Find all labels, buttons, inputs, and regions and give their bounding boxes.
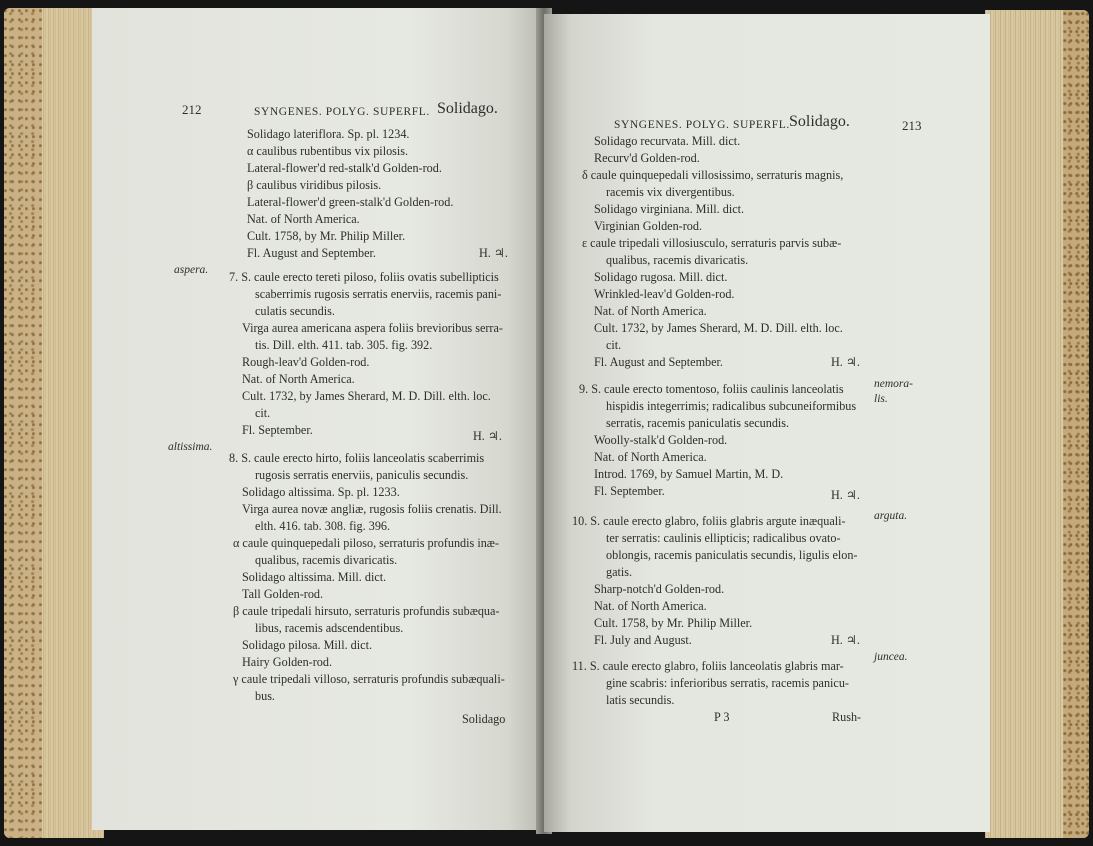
running-header-genus: Solidago. bbox=[437, 100, 498, 117]
page-number: 213 bbox=[902, 118, 922, 133]
text-line: Wrinkled-leav'd Golden-rod. bbox=[594, 287, 735, 301]
text-line: bus. bbox=[255, 689, 275, 703]
text-line: 9. S. caule erecto tomentoso, foliis caulinis lanceolatis bbox=[579, 382, 844, 396]
left-page bbox=[92, 8, 544, 830]
text-line: γ caule tripedali villoso, serraturis profundis subæquali- bbox=[233, 672, 505, 686]
text-line: Solidago altissima. Mill. dict. bbox=[242, 570, 387, 584]
catchword: Solidago bbox=[462, 712, 506, 726]
page-number: 212 bbox=[182, 102, 202, 117]
margin-note: aspera. bbox=[174, 264, 209, 276]
catchword: Rush- bbox=[832, 710, 862, 724]
running-header: SYNGENES. POLYG. SUPERFL. bbox=[614, 119, 790, 131]
text-line: serratis, racemis paniculatis secundis. bbox=[606, 416, 790, 430]
text-line: ter serratis: caulinis ellipticis; radicalibus ovato- bbox=[606, 531, 841, 545]
margin-note: juncea. bbox=[874, 651, 908, 663]
text-line: Solidago recurvata. Mill. dict. bbox=[594, 134, 741, 148]
text-line: oblongis, racemis paniculatis secundis, ligulis elon- bbox=[606, 548, 858, 562]
text-line: Woolly-stalk'd Golden-rod. bbox=[594, 433, 728, 447]
text-line: H. ♃. bbox=[479, 246, 508, 260]
text-line: racemis vix divergentibus. bbox=[606, 185, 735, 199]
text-line: elth. 416. tab. 308. fig. 396. bbox=[255, 519, 391, 533]
text-line: Lateral-flower'd green-stalk'd Golden-rod. bbox=[247, 195, 454, 209]
text-line: Recurv'd Golden-rod. bbox=[594, 151, 700, 165]
text-line: H. ♃. bbox=[831, 488, 860, 502]
text-line: rugosis serratis enerviis, paniculis secundis. bbox=[255, 468, 469, 482]
text-line: 10. S. caule erecto glabro, foliis glabris argute inæquali- bbox=[572, 514, 846, 528]
text-line: ε caule tripedali villosiusculo, serraturis parvis subæ- bbox=[582, 236, 842, 250]
running-header-genus: Solidago. bbox=[789, 113, 850, 130]
text-line: hispidis integerrimis; radicalibus subcuneiformibus bbox=[606, 399, 857, 413]
margin-note: altissima. bbox=[168, 441, 213, 453]
text-line: tis. Dill. elth. 411. tab. 305. fig. 392. bbox=[255, 338, 433, 352]
text-line: Nat. of North America. bbox=[594, 450, 707, 464]
text-line: H. ♃. bbox=[473, 429, 502, 443]
text-line: qualibus, racemis divaricatis. bbox=[606, 253, 749, 267]
text-line: Hairy Golden-rod. bbox=[242, 655, 333, 669]
text-line: 7. S. caule erecto tereti piloso, foliis ovatis subellipticis bbox=[229, 270, 499, 284]
margin-note: lis. bbox=[874, 393, 888, 405]
text-line: Solidago lateriflora. Sp. pl. 1234. bbox=[247, 127, 410, 141]
text-line: cit. bbox=[255, 406, 271, 420]
text-line: Fl. August and September. bbox=[247, 246, 376, 260]
text-line: Sharp-notch'd Golden-rod. bbox=[594, 582, 725, 596]
text-line: Solidago rugosa. Mill. dict. bbox=[594, 270, 728, 284]
left-page-edges bbox=[4, 8, 104, 838]
text-line: Solidago altissima. Sp. pl. 1233. bbox=[242, 485, 400, 499]
text-line: Introd. 1769, by Samuel Martin, M. D. bbox=[594, 467, 784, 481]
text-line: Solidago pilosa. Mill. dict. bbox=[242, 638, 372, 652]
text-line: β caulibus viridibus pilosis. bbox=[247, 178, 382, 192]
text-line: α caule quinquepedali piloso, serraturis profundis inæ- bbox=[233, 536, 499, 550]
margin-note: nemora- bbox=[874, 378, 913, 390]
text-line: scaberrimis rugosis serratis enerviis, racemis pani- bbox=[255, 287, 502, 301]
text-line: Cult. 1732, by James Sherard, M. D. Dill. elth. loc. bbox=[594, 321, 843, 335]
right-page-edges bbox=[985, 10, 1089, 838]
text-line: H. ♃. bbox=[831, 633, 860, 647]
text-line: Cult. 1758, by Mr. Philip Miller. bbox=[247, 229, 406, 243]
text-line: Virginian Golden-rod. bbox=[594, 219, 703, 233]
text-line: Cult. 1758, by Mr. Philip Miller. bbox=[594, 616, 753, 630]
text-line: Nat. of North America. bbox=[247, 212, 360, 226]
text-line: Rough-leav'd Golden-rod. bbox=[242, 355, 370, 369]
text-line: 8. S. caule erecto hirto, foliis lanceolatis scaberrimis bbox=[229, 451, 485, 465]
text-line: 11. S. caule erecto glabro, foliis lanceolatis glabris mar- bbox=[572, 659, 844, 673]
text-line: Cult. 1732, by James Sherard, M. D. Dill. elth. loc. bbox=[242, 389, 491, 403]
text-line: Fl. July and August. bbox=[594, 633, 692, 647]
text-line: Tall Golden-rod. bbox=[242, 587, 324, 601]
running-header: SYNGENES. POLYG. SUPERFL. bbox=[254, 106, 430, 118]
text-line: Fl. August and September. bbox=[594, 355, 723, 369]
text-line: libus, racemis adscendentibus. bbox=[255, 621, 404, 635]
text-line: Lateral-flower'd red-stalk'd Golden-rod. bbox=[247, 161, 442, 175]
text-line: Virga aurea novæ angliæ, rugosis foliis crenatis. Dill. bbox=[242, 502, 502, 516]
text-line: Nat. of North America. bbox=[594, 304, 707, 318]
text-line: qualibus, racemis divaricatis. bbox=[255, 553, 398, 567]
text-line: Fl. September. bbox=[594, 484, 665, 498]
text-line: cit. bbox=[606, 338, 622, 352]
signature-mark: P 3 bbox=[714, 710, 730, 724]
margin-note: arguta. bbox=[874, 510, 908, 522]
right-page bbox=[544, 14, 990, 832]
text-line: α caulibus rubentibus vix pilosis. bbox=[247, 144, 409, 158]
text-line: H. ♃. bbox=[831, 355, 860, 369]
text-line: latis secundis. bbox=[606, 693, 675, 707]
text-line: gatis. bbox=[606, 565, 633, 579]
text-line: Solidago virginiana. Mill. dict. bbox=[594, 202, 745, 216]
text-line: δ caule quinquepedali villosissimo, serraturis magnis, bbox=[582, 168, 844, 182]
text-line: Nat. of North America. bbox=[242, 372, 355, 386]
text-line: gine scabris: inferioribus serratis, racemis panicu- bbox=[606, 676, 849, 690]
text-line: Virga aurea americana aspera foliis brevioribus serra- bbox=[242, 321, 503, 335]
text-line: culatis secundis. bbox=[255, 304, 335, 318]
text-line: Nat. of North America. bbox=[594, 599, 707, 613]
text-line: β caule tripedali hirsuto, serraturis profundis subæqua- bbox=[233, 604, 500, 618]
text-line: Fl. September. bbox=[242, 423, 313, 437]
